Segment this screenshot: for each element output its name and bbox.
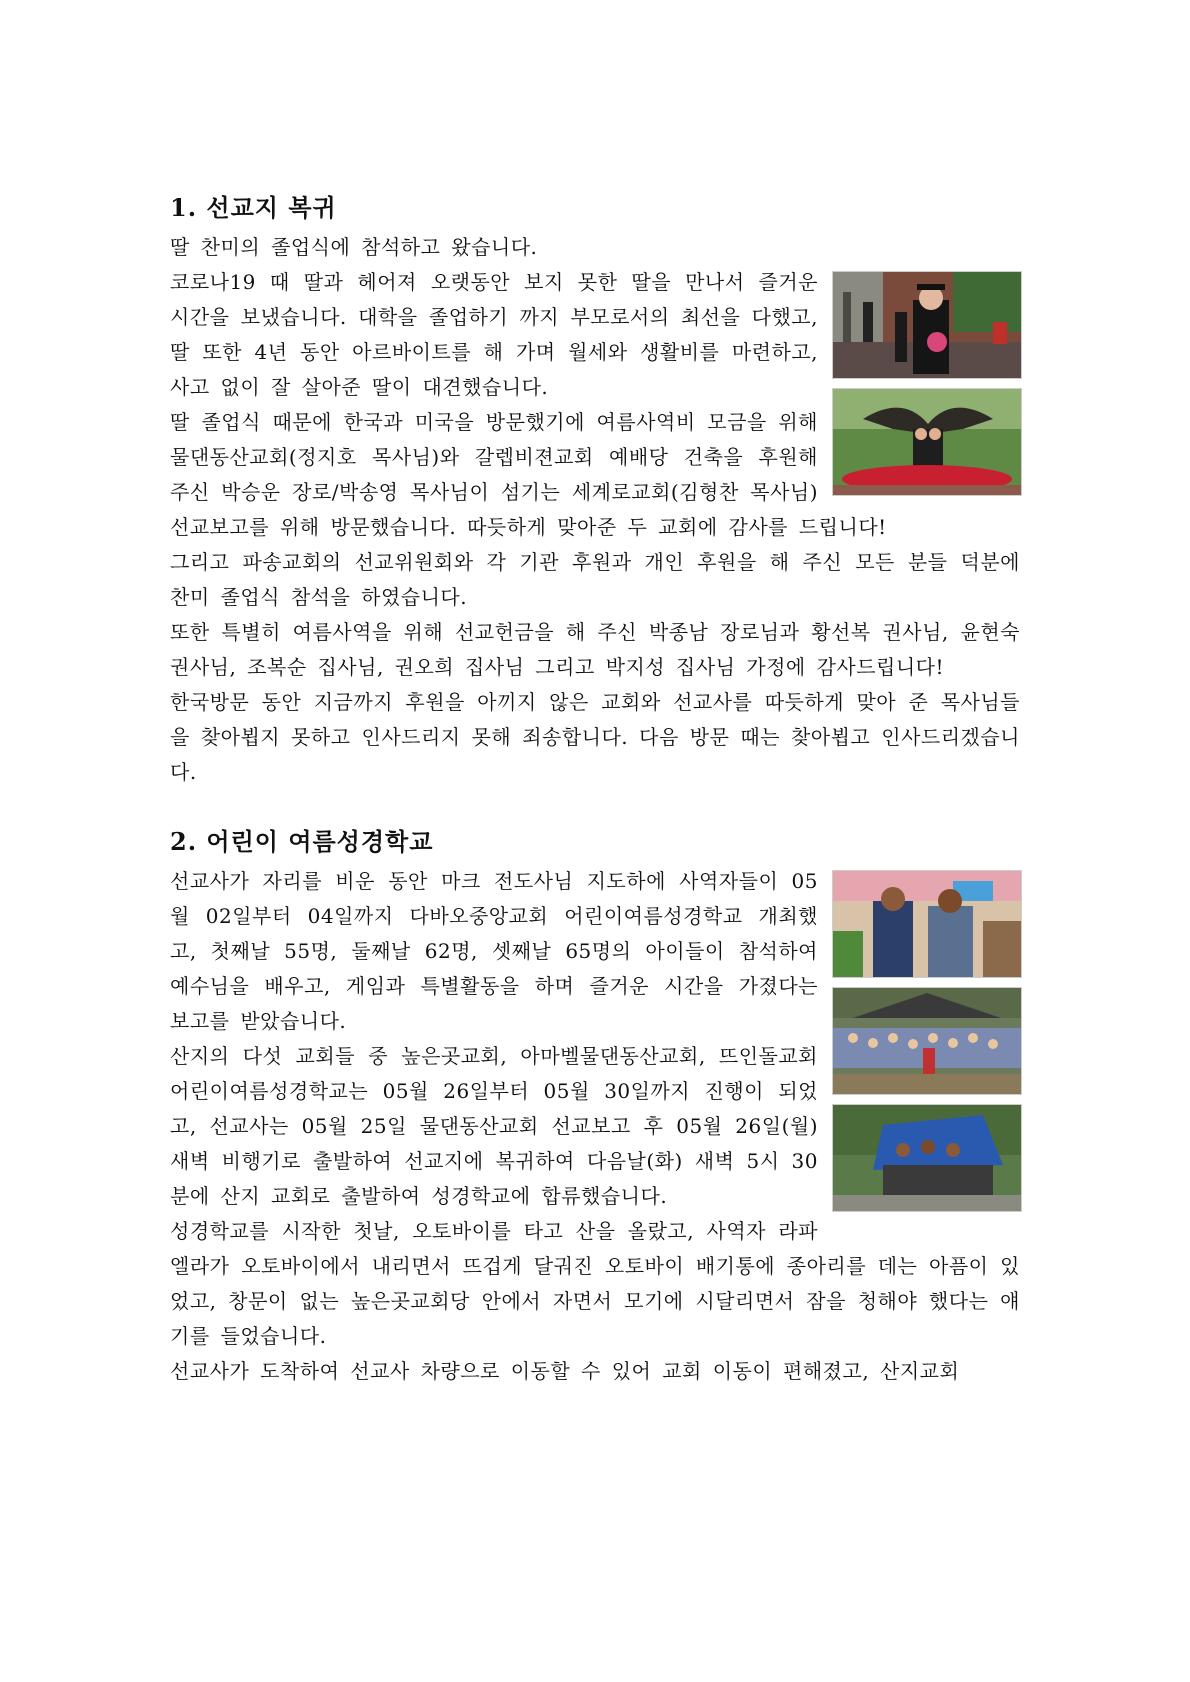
section-vbs (170, 824, 1020, 1389)
vbs-photo-dancing (832, 870, 1022, 978)
paragraph: 성경학교를 시작한 첫날, 오토바이를 타고 산을 올랐고, 사역자 라파엘라가 오토바이에서 내리면서 뜨겁게 달궈진 오토바이 배기통에 종아리를 데는 아픔이 있었고, 창문이 없는 높은곳교회당 안에서 자면서 모기에 시달리면서 잠을 청해야 했다는 얘기를 들었습니다. (170, 1219, 1020, 1348)
vbs-photo-truck (832, 1104, 1022, 1212)
paragraph: 또한 특별히 여름사역을 위해 선교헌금을 해 주신 박종남 장로님과 황선복 권사님, 윤현숙 권사님, 조복순 집사님, 권오희 집사님 그리고 박지성 집사님 가정에 감사드립니다! (170, 620, 1020, 679)
section-return-to-mission (170, 190, 1020, 790)
section-1-heading: 1. 선교지 복귀 (170, 193, 337, 222)
page-content (170, 190, 1020, 1389)
paragraph: 딸 찬미의 졸업식에 참석하고 왔습니다. (170, 235, 538, 259)
section-2-heading: 2. 어린이 여름성경학교 (170, 827, 434, 856)
paragraph: 코로나19 때 딸과 헤어져 오랫동안 보지 못한 딸을 만나서 즐거운 시간을 보냈습니다. 대학을 졸업하기 까지 부모로서의 최선을 다했고, 딸 또한 4년 동안 아르바이트를 해 가며 월세와 생활비를 마련하고, 사고 없이 잘 살아준 딸이 대견했습니다. (170, 270, 818, 399)
graduation-photo-eagle-statue (832, 388, 1022, 496)
vbs-photo-crowd (832, 987, 1022, 1095)
paragraph: 산지의 다섯 교회들 중 높은곳교회, 아마벨물댄동산교회, 뜨인돌교회 어린이여름성경학교는 05월 26일부터 05월 30일까지 진행이 되었고, 선교사는 05월 25일 물댄동산교회 선교보고 후 05월 26일(월) 새벽 비행기로 출발하여 선교지에 복귀하여 다음날(화) 새벽 5시 30분에 산지 교회로 출발하여 성경학교에 합류했습니다. (170, 1044, 818, 1208)
paragraph: 딸 졸업식 때문에 한국과 미국을 방문했기에 여름사역비 모금을 위해 물댄동산교회(정지호 목사님)와 갈렙비젼교회 예배당 건축을 후원해 주신 박승운 장로/박송영 목사님이 섬기는 세계로교회(김형찬 목사님) 선교보고를 위해 방문했습니다. 따듯하게 맞아준 두 교회에 감사를 드립니다! (170, 410, 887, 539)
graduation-photos (832, 271, 1020, 505)
graduation-photo-campus (832, 271, 1022, 379)
paragraph: 한국방문 동안 지금까지 후원을 아끼지 않은 교회와 선교사를 따듯하게 맞아 준 목사님들을 찾아뵙지 못하고 인사드리지 못해 죄송합니다. 다음 방문 때는 찾아뵙고 인사드리겠습니다. (170, 690, 1020, 784)
paragraph: 선교사가 자리를 비운 동안 마크 전도사님 지도하에 사역자들이 05월 02일부터 04일까지 다바오중앙교회 어린이여름성경학교 개최했고, 첫째날 55명, 둘째날 62명, 셋째날 65명의 아이들이 참석하여 예수님을 배우고, 게임과 특별활동을 하며 즐거운 시간을 가졌다는 보고를 받았습니다. (170, 869, 818, 1033)
vbs-photos (832, 870, 1020, 1221)
paragraph: 그리고 파송교회의 선교위원회와 각 기관 후원과 개인 후원을 해 주신 모든 분들 덕분에 찬미 졸업식 참석을 하였습니다. (170, 550, 1020, 609)
paragraph: 선교사가 도착하여 선교사 차량으로 이동할 수 있어 교회 이동이 편해졌고, 산지교회 (170, 1359, 960, 1383)
